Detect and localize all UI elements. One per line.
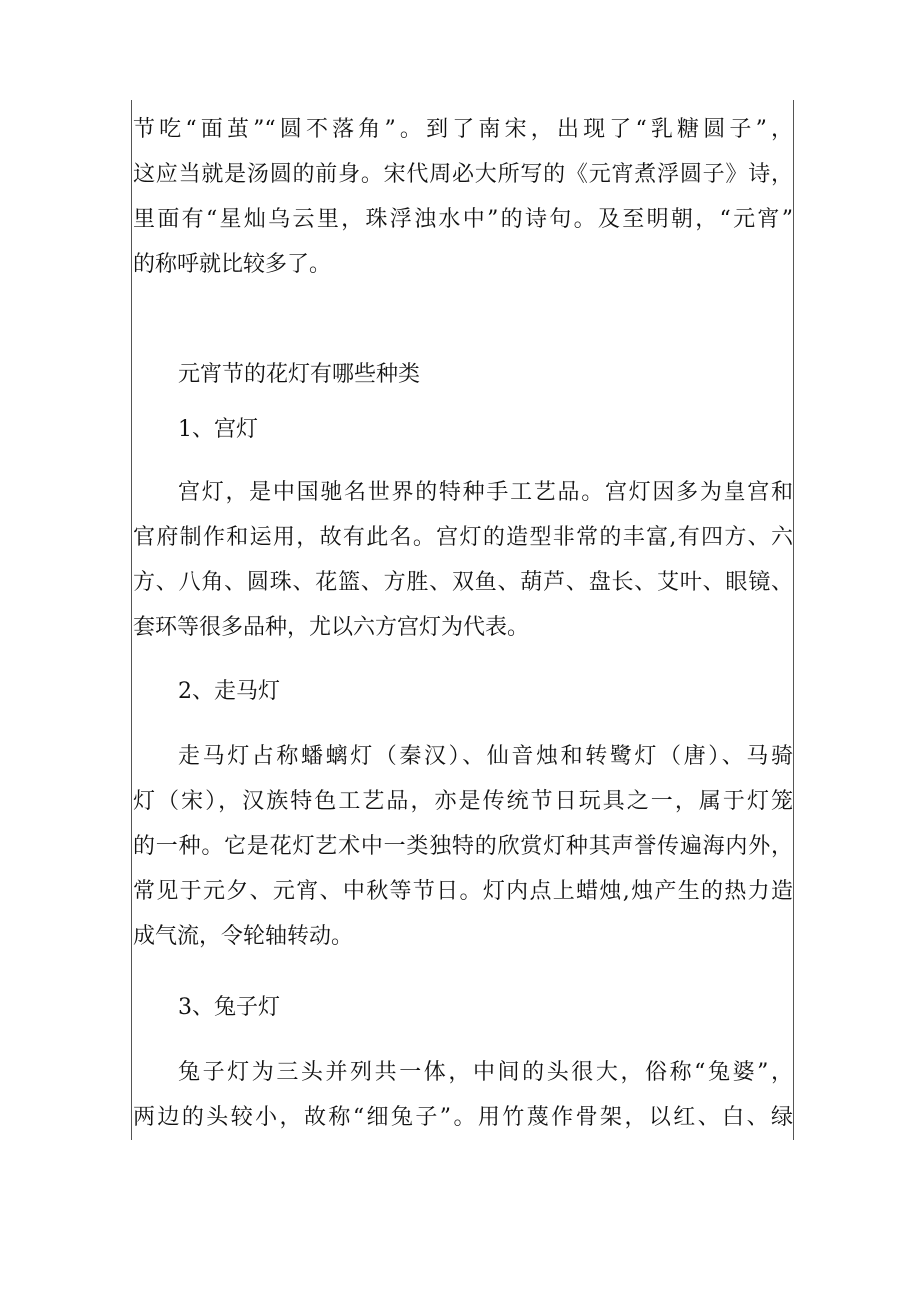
table-border-right xyxy=(793,100,794,1140)
text-line: 灯（宋），汉族特色工艺品，亦是传统节日玩具之一，属于灯笼 xyxy=(133,789,793,814)
text-line: 宫灯，是中国驰名世界的特种手工艺品。宫灯因多为皇宫和 xyxy=(178,480,793,505)
text-line: 常见于元夕、元宵、中秋等节日。灯内点上蜡烛,烛产生的热力造 xyxy=(133,879,793,904)
text-line: 的一种。它是花灯艺术中一类独特的欣赏灯种其声誉传遍海内外， xyxy=(133,834,793,859)
item-heading: 1、宫灯 xyxy=(178,417,258,442)
text-line: 方、八角、圆珠、花篮、方胜、双鱼、葫芦、盘长、艾叶、眼镜、 xyxy=(133,570,793,595)
table-border-left xyxy=(131,100,132,1140)
text-line: 这应当就是汤圆的前身。宋代周必大所写的《元宵煮浮圆子》诗， xyxy=(133,162,793,187)
text-line: 成气流，令轮轴转动。 xyxy=(133,924,354,949)
item-heading: 3、兔子灯 xyxy=(178,995,280,1020)
text-line: 走马灯占称蟠螭灯（秦汉）、仙音烛和转鹭灯（唐）、马骑 xyxy=(178,744,793,769)
text-line: 节吃“面茧”“圆不落角”。到了南宋，出现了“乳糖圆子”， xyxy=(133,117,793,142)
text-line: 兔子灯为三头并列共一体，中间的头很大，俗称“兔婆”， xyxy=(178,1060,793,1085)
section-heading: 元宵节的花灯有哪些种类 xyxy=(178,362,421,387)
text-line: 里面有“星灿乌云里，珠浮浊水中”的诗句。及至明朝，“元宵” xyxy=(133,207,793,232)
text-line: 官府制作和运用，故有此名。宫灯的造型非常的丰富,有四方、六 xyxy=(133,525,793,550)
text-line: 的称呼就比较多了。 xyxy=(133,252,332,277)
text-line: 套环等很多品种，尤以六方宫灯为代表。 xyxy=(133,615,530,640)
text-line: 两边的头较小，故称“细兔子”。用竹蔑作骨架，以红、白、绿 xyxy=(133,1105,793,1130)
item-heading: 2、走马灯 xyxy=(178,679,280,704)
